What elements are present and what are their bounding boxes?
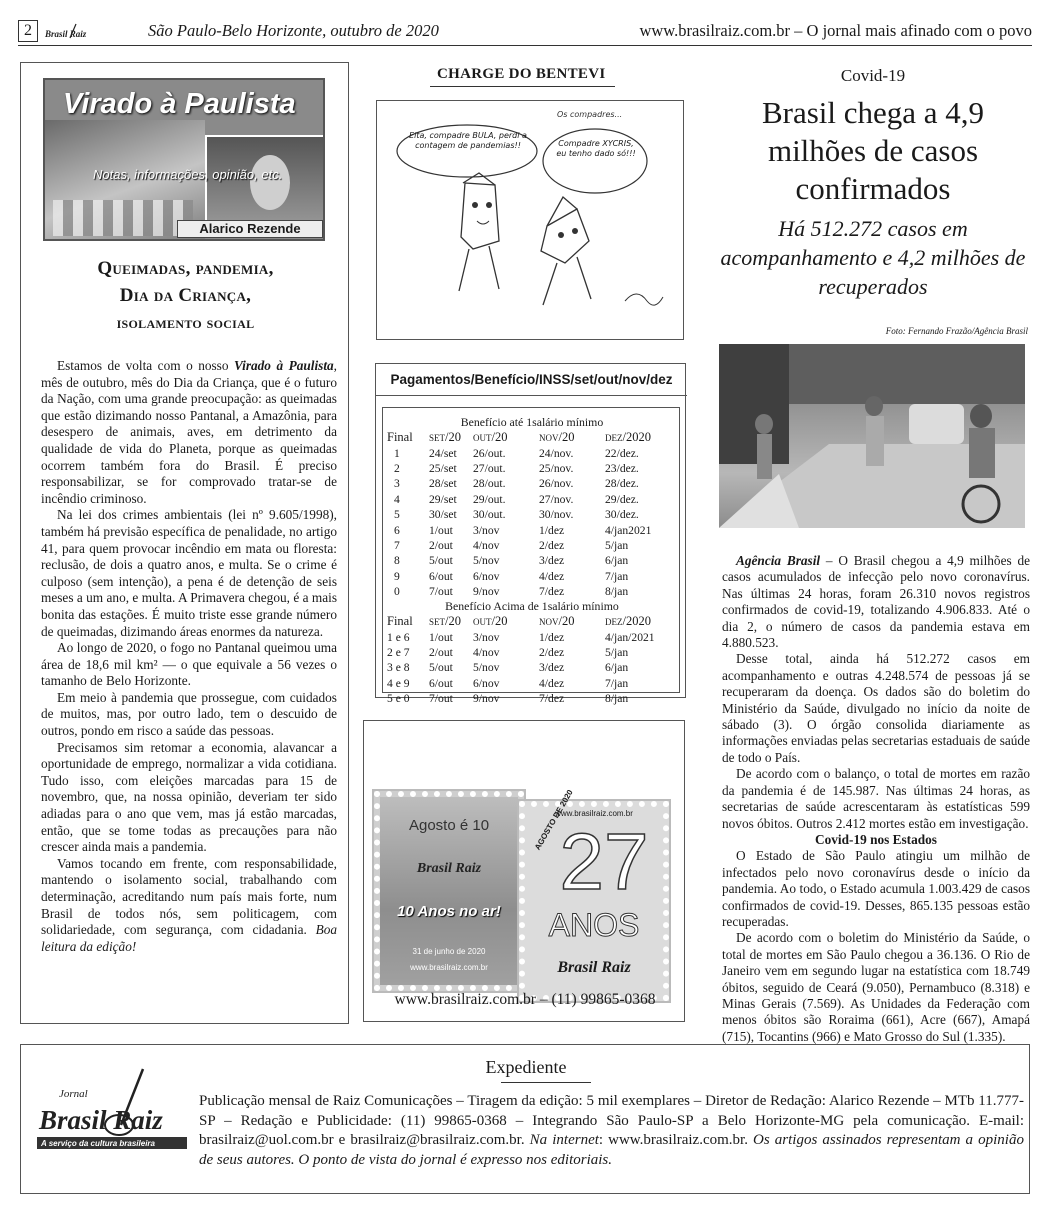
header-cell: out/20 <box>473 430 508 445</box>
paragraph: Vamos tocando em frente, com responsabilidade, mantendo o isolamento social, trabalhando com determinação, acreditando num país mais forte, num Brasil de todos nós, sem politicagem, com solidariedade, com segurança, com cidadania. Boa leitura da edição! <box>41 855 337 954</box>
table-row: 1 24/set 26/out. 24/nov. 22/dez. <box>394 446 639 460</box>
header-cell: Final <box>387 430 413 445</box>
paragraph: Em meio à pandemia que prossegue, com cuidados de muitos, mas, por outro lado, tem o descuido de outros, pondo em risco a saúde das pessoas. <box>41 689 337 739</box>
paragraph: Agência Brasil – O Brasil chegou a 4,9 milhões de casos acumulados de infecção pelo novo coronavírus. Nas últimas 24 horas, foram 26.310 novos registros confirmados de covid-19, totalizando 4.906.833. Até o dia 2, o número de casos da pandemia estava em 4.880.523. <box>722 553 1030 651</box>
payment-table-1 <box>387 430 677 599</box>
page-header <box>18 18 1032 46</box>
paragraph: Precisamos sim retomar a economia, alavancar a oportunidade de emprego, normalizar a vida cotidiana. Tudo isso, com eleições marcadas para 15 de novembro, que, na nossa opinião, deveriam ter sido adiadas para o ano que vem, mas já estão marcadas, então, que se tome todas as precauções para não crescer ainda mais a pandemia. <box>41 739 337 855</box>
payment-schedule <box>375 363 686 706</box>
stamp2-site: www.brasilraiz.com.br <box>555 809 633 818</box>
stamp-10-years <box>374 791 524 991</box>
photo-credit: Foto: Fernando Frazão/Agência Brasil <box>885 326 1028 336</box>
section-caption-2: Benefício Acima de 1salário mínimo <box>445 599 619 613</box>
paragraph: De acordo com o boletim do Ministério da Saúde, o total de mortes em São Paulo chegou a 36.136. O Rio de Janeiro vem em segundo lugar na estatística com 18.749 óbitos, seguido de Ceará (9.050), Pernambuco (8.318) e Minas Gerais (7.569). As Unidades da Federação com menos óbitos são Roraima (661), Acre (667), Amapá (715), Tocantins (966) e Mato Grosso do Sul (1.335). <box>722 930 1030 1044</box>
street-runners-photo <box>719 344 1025 528</box>
left-column-article <box>20 62 349 1024</box>
cartoon-title: CHARGE DO BENTEVI <box>437 66 606 82</box>
header-cell: set/20 <box>429 614 461 629</box>
stamp-27-years <box>519 788 669 1001</box>
paragraph: Estamos de volta com o nosso Virado à Paulista, mês de outubro, mês do Dia da Criança, que é o futuro da Nação, com uma grande preocupação: as queimadas que estão dizimando nosso Pantanal, a Amazônia, para desespero de animais, aves, em detrimento da qualidade de vida do Planeta, porque as queimadas ocorrem também fora do Brasil. É preciso responsabilizar, se for comprovado tratar-se de incêndio criminoso. <box>41 358 337 506</box>
column-subtitle: Notas, informações, opinião, etc. <box>93 167 283 182</box>
table-row: 6 1/out 3/nov 1/dez 4/jan2021 <box>394 523 652 537</box>
table-row: 8 5/out 5/nov 3/dez 6/jan <box>394 554 629 568</box>
expediente-title: Expediente <box>485 1057 567 1077</box>
stamp1-top-text: Agosto é 10 <box>408 817 490 834</box>
speech-bubble-1: Eita, compadre BULA, perdi a contagem de pandemias!! <box>409 131 527 150</box>
logo-tagline: A serviço da cultura brasileira <box>41 1139 155 1148</box>
article-body <box>41 358 337 955</box>
payment-table-frame <box>382 407 680 706</box>
table-row: 4 29/set 29/out. 27/nov. 29/dez. <box>394 492 639 506</box>
divider <box>430 86 615 87</box>
date-line: São Paulo-Belo Horizonte, outubro de 2020 <box>148 21 439 40</box>
stamp2-word: ANOS <box>548 907 640 943</box>
table-row: 5 e 0 7/out 9/nov 7/dez 8/jan <box>387 692 629 706</box>
stamp2-logo: Brasil Raiz <box>557 959 631 976</box>
expediente-text: Publicação mensal de Raiz Comunicações – Tiragem da edição: 5 mil exemplares – Diretor de Redação: Alarico Rezende – MTb 11.777-SP – Redação e Publicidade: (11) 99865-0368 – Integrando São Paulo-SP a Belo Horizonte-MG pela comunicação. E-mail: brasilraiz@uol.com.br e brasilraiz@brasilraiz.com.br. Na internet: www.brasilraiz.com.br. Os artigos assinados representam a opinião de seus autores. O ponto de vista do jornal é expresso nos editoriais. <box>199 1093 1024 1168</box>
table-row: 7 2/out 4/nov 2/dez 5/jan <box>394 538 629 552</box>
column-banner <box>43 78 325 241</box>
paragraph: O Estado de São Paulo atingiu um milhão de infectados pelo novo coronavírus desde o início da pandemia. Ao todo, o Estado acumula 1.003.429 de casos confirmados de covid-19. Desses, 865.135 pessoas estão recuperadas. <box>722 848 1030 929</box>
headline-line-3: isolamento social <box>116 313 255 332</box>
news-photo <box>719 344 1025 528</box>
headline-line-1: Queimadas, pandemia, <box>97 258 274 279</box>
header-cell: set/20 <box>429 430 461 445</box>
table-row: 9 6/out 6/nov 4/dez 7/jan <box>394 569 629 583</box>
news-subheadline: Há 512.272 casos em acompanhamento e 4,2 milhões de recuperados <box>720 216 1026 299</box>
column-title: Virado à Paulista <box>63 88 296 120</box>
table-row: 2 25/set 27/out. 25/nov. 23/dez. <box>394 461 639 475</box>
paragraph: Na lei dos crimes ambientais (lei nº 9.605/1998), também há previsão específica de penalidade, no artigo 41, para quem provocar incêndio em mata ou floresta: reclusão, de dois a quatro anos, e multa. Se o crime é culposo (sem intenção), a pena é de detenção de seis meses a um ano, e multa. A Primavera chegou, é a mais bonita das estações. É muito triste esse grande número de queimadas, dizimando áreas enormes da natureza. <box>41 507 337 639</box>
cartoon <box>376 100 684 340</box>
header-cell: nov/20 <box>539 430 575 445</box>
site-tagline: www.brasilraiz.com.br – O jornal mais afinado com o povo <box>639 21 1032 40</box>
news-subhead: Covid-19 nos Estados <box>815 831 937 847</box>
artist-signature <box>625 294 663 305</box>
divider <box>501 1082 591 1083</box>
section-caption-1: Benefício até 1salário mínimo <box>460 415 604 429</box>
cartoon-caption: Os compadres... <box>557 110 623 119</box>
header-logo <box>42 22 100 42</box>
headline-line-2: Dia da Criança, <box>119 285 252 306</box>
stamp1-date: 31 de junho de 2020 <box>412 947 486 956</box>
header-cell: dez/2020 <box>605 614 651 629</box>
logo-main-text: Brasil Raiz <box>39 1105 163 1135</box>
table-row: 4 e 9 6/out 6/nov 4/dez 7/jan <box>387 676 629 690</box>
anniversary-stamps <box>363 720 685 1022</box>
news-headline: Brasil chega a 4,9 milhões de casos confirmados <box>761 95 985 206</box>
header-logo-text: Brasil Raiz <box>45 29 87 39</box>
payment-title: Pagamentos/Benefício/INSS/set/out/nov/dez <box>376 364 687 396</box>
header-cell: nov/20 <box>539 614 575 629</box>
paragraph: Desse total, ainda há 512.272 casos em acompanhamento e outras 4.248.574 de pessoas já se recuperaram da doença. Os dados são do boletim do Ministério da Saúde, divulgado no início da noite de sábado (3). O órgão consolida diariamente as informações enviadas pelas secretarias estaduais de saúde de todo o País. <box>722 651 1030 765</box>
paragraph: Ao longo de 2020, o fogo no Pantanal queimou uma área de 18,6 mil km² — o que equivale a 56 vezes o tamanho de Belo Horizonte. <box>41 640 337 689</box>
stamp1-site: www.brasilraiz.com.br <box>410 963 488 972</box>
paragraph: De acordo com o balanço, o total de mortes em razão da pandemia é de 145.987. Nas últimas 24 horas, as secretarias de saúde acrescentaram às estatísticas 599 novos óbitos. Outros 2.412 mortes estão em investigação. <box>722 766 1030 831</box>
crosswalk-graphic <box>53 200 193 236</box>
column-author: Alarico Rezende <box>177 220 323 238</box>
table-header-row <box>387 614 677 629</box>
stamp1-logo: Brasil Raiz <box>416 861 482 876</box>
speech-bubble-2: Compadre XYCRIS, eu tenho dado só!!! <box>556 139 636 158</box>
header-cell: Final <box>387 614 413 629</box>
news-body <box>722 553 1030 1045</box>
author-face <box>250 155 290 210</box>
stamp1-main: 10 Anos no ar! <box>397 903 501 920</box>
page-number: 2 <box>18 20 38 42</box>
table-row: 5 30/set 30/out. 30/nov. 30/dez. <box>394 508 639 522</box>
table-row: 1 e 6 1/out 3/nov 1/dez 4/jan/2021 <box>387 630 655 644</box>
contact-caption: www.brasilraiz.com.br – (11) 99865-0368 <box>394 991 656 1008</box>
table-row: 3 e 8 5/out 5/nov 3/dez 6/jan <box>387 661 629 675</box>
brasil-raiz-logo <box>31 1067 193 1153</box>
stamp2-month: AGOSTO DE 2020 <box>533 788 575 852</box>
table-row: 2 e 7 2/out 4/nov 2/dez 5/jan <box>387 645 629 659</box>
header-cell: dez/2020 <box>605 430 651 445</box>
cartoon-drawing <box>377 101 683 339</box>
table-header-row <box>387 430 677 445</box>
section-kicker: Covid-19 <box>840 66 906 85</box>
article-headline <box>21 255 350 336</box>
payment-table-2 <box>387 614 677 706</box>
logo-small-text: Jornal <box>59 1088 88 1100</box>
header-cell: out/20 <box>473 614 508 629</box>
stamp2-number: 27 <box>559 817 649 906</box>
table-row: 0 7/out 9/nov 7/dez 8/jan <box>394 585 629 599</box>
expediente-box <box>20 1044 1030 1194</box>
table-row: 3 28/set 28/out. 26/nov. 28/dez. <box>394 477 639 491</box>
